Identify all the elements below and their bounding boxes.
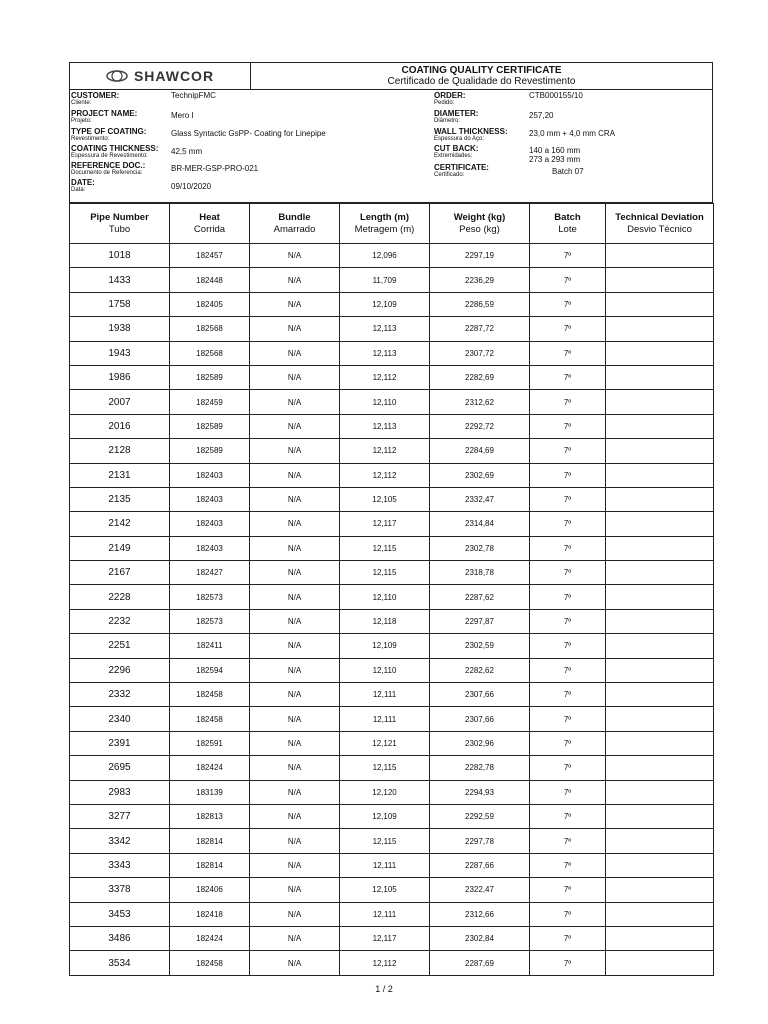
length-cell: 12,096 bbox=[340, 244, 430, 268]
technical-deviation-cell bbox=[606, 926, 714, 950]
table-row bbox=[70, 487, 714, 511]
batch-cell: 7º bbox=[530, 951, 606, 975]
heat-cell: 182573 bbox=[170, 585, 250, 609]
batch-cell: 7º bbox=[530, 317, 606, 341]
table-row bbox=[70, 951, 714, 975]
diameter-label: DIAMETER: bbox=[434, 109, 479, 118]
shawcor-logo bbox=[106, 68, 214, 84]
batch-cell: 7º bbox=[530, 804, 606, 828]
length-cell: 12,113 bbox=[340, 341, 430, 365]
pipe-number-cell: 1986 bbox=[70, 365, 170, 389]
bundle-cell: N/A bbox=[250, 463, 340, 487]
date-sublabel: Data: bbox=[71, 187, 86, 193]
batch-cell: 7º bbox=[530, 414, 606, 438]
bundle-cell: N/A bbox=[250, 512, 340, 536]
pipe-number-cell: 2128 bbox=[70, 439, 170, 463]
pipe-number-cell: 3343 bbox=[70, 853, 170, 877]
pipe-number-cell: 3453 bbox=[70, 902, 170, 926]
bundle-cell: N/A bbox=[250, 951, 340, 975]
technical-deviation-cell bbox=[606, 317, 714, 341]
certificate-subtitle: Certificado de Qualidade do Revestimento bbox=[387, 76, 576, 87]
coating-thickness-sublabel: Espessura de Revestimento: bbox=[71, 153, 148, 159]
batch-cell: 7º bbox=[530, 780, 606, 804]
pipe-number-cell: 3277 bbox=[70, 804, 170, 828]
technical-deviation-cell bbox=[606, 658, 714, 682]
col-header-heat: Heat Corrida bbox=[170, 204, 250, 244]
project-label: PROJECT NAME: bbox=[71, 109, 138, 118]
length-cell: 12,112 bbox=[340, 439, 430, 463]
technical-deviation-cell bbox=[606, 780, 714, 804]
batch-cell: 7º bbox=[530, 634, 606, 658]
pipe-number-cell: 1758 bbox=[70, 292, 170, 316]
bundle-cell: N/A bbox=[250, 756, 340, 780]
weight-cell: 2302,84 bbox=[430, 926, 530, 950]
weight-cell: 2282,62 bbox=[430, 658, 530, 682]
pipe-number-cell: 3342 bbox=[70, 829, 170, 853]
bundle-cell: N/A bbox=[250, 317, 340, 341]
table-row bbox=[70, 780, 714, 804]
bundle-cell: N/A bbox=[250, 390, 340, 414]
batch-cell: 7º bbox=[530, 268, 606, 292]
date-label: DATE: bbox=[71, 178, 95, 187]
technical-deviation-cell bbox=[606, 365, 714, 389]
heat-cell: 182459 bbox=[170, 390, 250, 414]
batch-cell: 7º bbox=[530, 439, 606, 463]
coating-thickness-value: 42,5 mm bbox=[171, 147, 203, 156]
batch-cell: 7º bbox=[530, 829, 606, 853]
certificate-title: COATING QUALITY CERTIFICATE bbox=[401, 65, 562, 76]
bundle-cell: N/A bbox=[250, 341, 340, 365]
bundle-cell: N/A bbox=[250, 414, 340, 438]
length-cell: 12,110 bbox=[340, 390, 430, 414]
bundle-cell: N/A bbox=[250, 244, 340, 268]
weight-cell: 2297,19 bbox=[430, 244, 530, 268]
wall-thickness-sublabel: Espessura do Aço: bbox=[434, 136, 485, 142]
weight-cell: 2302,78 bbox=[430, 536, 530, 560]
customer-sublabel: Cliente: bbox=[71, 100, 92, 106]
certificate-header bbox=[69, 62, 713, 90]
weight-cell: 2294,93 bbox=[430, 780, 530, 804]
technical-deviation-cell bbox=[606, 536, 714, 560]
coating-type-value: Glass Syntactic GsPP- Coating for Linepipe bbox=[171, 129, 326, 138]
certificate-value: Batch 07 bbox=[552, 167, 584, 176]
pipe-number-cell: 2391 bbox=[70, 731, 170, 755]
heat-cell: 182427 bbox=[170, 561, 250, 585]
bundle-cell: N/A bbox=[250, 780, 340, 804]
weight-cell: 2297,78 bbox=[430, 829, 530, 853]
weight-cell: 2287,69 bbox=[430, 951, 530, 975]
coating-thickness-label: COATING THICKNESS: bbox=[71, 144, 159, 153]
pipe-number-cell: 3378 bbox=[70, 878, 170, 902]
cut-back-label: CUT BACK: bbox=[434, 144, 479, 153]
heat-cell: 182405 bbox=[170, 292, 250, 316]
length-cell: 12,112 bbox=[340, 463, 430, 487]
weight-cell: 2282,78 bbox=[430, 756, 530, 780]
batch-cell: 7º bbox=[530, 707, 606, 731]
weight-cell: 2287,72 bbox=[430, 317, 530, 341]
technical-deviation-cell bbox=[606, 731, 714, 755]
table-row bbox=[70, 926, 714, 950]
length-cell: 12,109 bbox=[340, 804, 430, 828]
table-row bbox=[70, 244, 714, 268]
pipe-number-cell: 2135 bbox=[70, 487, 170, 511]
table-row bbox=[70, 902, 714, 926]
weight-cell: 2307,72 bbox=[430, 341, 530, 365]
table-row bbox=[70, 536, 714, 560]
pipe-number-cell: 2695 bbox=[70, 756, 170, 780]
reference-doc-value: BR-MER-GSP-PRO-021 bbox=[171, 164, 259, 173]
batch-cell: 7º bbox=[530, 926, 606, 950]
table-row bbox=[70, 317, 714, 341]
technical-deviation-cell bbox=[606, 609, 714, 633]
length-cell: 12,111 bbox=[340, 683, 430, 707]
heat-cell: 182591 bbox=[170, 731, 250, 755]
technical-deviation-cell bbox=[606, 683, 714, 707]
technical-deviation-cell bbox=[606, 634, 714, 658]
bundle-cell: N/A bbox=[250, 829, 340, 853]
bundle-cell: N/A bbox=[250, 878, 340, 902]
bundle-cell: N/A bbox=[250, 658, 340, 682]
page-number: 1 / 2 bbox=[375, 984, 393, 994]
bundle-cell: N/A bbox=[250, 902, 340, 926]
pipe-number-cell: 2228 bbox=[70, 585, 170, 609]
table-row bbox=[70, 731, 714, 755]
info-block bbox=[69, 90, 713, 203]
batch-cell: 7º bbox=[530, 683, 606, 707]
bundle-cell: N/A bbox=[250, 536, 340, 560]
weight-cell: 2302,96 bbox=[430, 731, 530, 755]
batch-cell: 7º bbox=[530, 853, 606, 877]
coating-type-sublabel: Revestimento: bbox=[71, 136, 110, 142]
technical-deviation-cell bbox=[606, 561, 714, 585]
bundle-cell: N/A bbox=[250, 487, 340, 511]
batch-cell: 7º bbox=[530, 512, 606, 536]
batch-cell: 7º bbox=[530, 463, 606, 487]
pipe-number-cell: 2149 bbox=[70, 536, 170, 560]
weight-cell: 2332,47 bbox=[430, 487, 530, 511]
heat-cell: 182458 bbox=[170, 707, 250, 731]
batch-cell: 7º bbox=[530, 756, 606, 780]
weight-cell: 2307,66 bbox=[430, 707, 530, 731]
length-cell: 12,105 bbox=[340, 878, 430, 902]
table-row bbox=[70, 804, 714, 828]
table-row bbox=[70, 268, 714, 292]
col-header-bundle: Bundle Amarrado bbox=[250, 204, 340, 244]
technical-deviation-cell bbox=[606, 414, 714, 438]
heat-cell: 182813 bbox=[170, 804, 250, 828]
length-cell: 12,113 bbox=[340, 317, 430, 341]
heat-cell: 182424 bbox=[170, 926, 250, 950]
table-row bbox=[70, 829, 714, 853]
order-label: ORDER: bbox=[434, 91, 466, 100]
heat-cell: 182573 bbox=[170, 609, 250, 633]
wall-thickness-label: WALL THICKNESS: bbox=[434, 127, 508, 136]
weight-cell: 2322,47 bbox=[430, 878, 530, 902]
technical-deviation-cell bbox=[606, 487, 714, 511]
pipe-number-cell: 2142 bbox=[70, 512, 170, 536]
batch-cell: 7º bbox=[530, 341, 606, 365]
heat-cell: 182589 bbox=[170, 414, 250, 438]
technical-deviation-cell bbox=[606, 804, 714, 828]
length-cell: 12,110 bbox=[340, 585, 430, 609]
order-sublabel: Pedido: bbox=[434, 100, 455, 106]
certificate-label: CERTIFICATE: bbox=[434, 163, 489, 172]
weight-cell: 2312,62 bbox=[430, 390, 530, 414]
weight-cell: 2282,69 bbox=[430, 365, 530, 389]
length-cell: 12,115 bbox=[340, 829, 430, 853]
table-row bbox=[70, 585, 714, 609]
length-cell: 12,105 bbox=[340, 487, 430, 511]
project-sublabel: Projeto: bbox=[71, 118, 92, 124]
weight-cell: 2297,87 bbox=[430, 609, 530, 633]
pipe-number-cell: 1433 bbox=[70, 268, 170, 292]
pipe-number-cell: 2251 bbox=[70, 634, 170, 658]
table-row bbox=[70, 414, 714, 438]
technical-deviation-cell bbox=[606, 902, 714, 926]
pipe-number-cell: 2131 bbox=[70, 463, 170, 487]
bundle-cell: N/A bbox=[250, 926, 340, 950]
pipe-number-cell: 1018 bbox=[70, 244, 170, 268]
batch-cell: 7º bbox=[530, 536, 606, 560]
bundle-cell: N/A bbox=[250, 634, 340, 658]
batch-cell: 7º bbox=[530, 244, 606, 268]
length-cell: 12,117 bbox=[340, 926, 430, 950]
table-row bbox=[70, 512, 714, 536]
cut-back-value-2: 273 a 293 mm bbox=[529, 155, 581, 164]
heat-cell: 182814 bbox=[170, 829, 250, 853]
heat-cell: 182424 bbox=[170, 756, 250, 780]
wall-thickness-value: 23,0 mm + 4,0 mm CRA bbox=[529, 129, 616, 138]
heat-cell: 182448 bbox=[170, 268, 250, 292]
bundle-cell: N/A bbox=[250, 804, 340, 828]
diameter-sublabel: Diâmetro: bbox=[434, 118, 461, 124]
coating-type-label: TYPE OF COATING: bbox=[71, 127, 147, 136]
heat-cell: 182403 bbox=[170, 463, 250, 487]
pipe-number-cell: 3534 bbox=[70, 951, 170, 975]
weight-cell: 2287,62 bbox=[430, 585, 530, 609]
col-header-length: Length (m) Metragem (m) bbox=[340, 204, 430, 244]
technical-deviation-cell bbox=[606, 707, 714, 731]
weight-cell: 2307,66 bbox=[430, 683, 530, 707]
heat-cell: 182403 bbox=[170, 487, 250, 511]
col-header-technical-deviation: Technical Deviation Desvio Técnico bbox=[606, 204, 714, 244]
length-cell: 12,113 bbox=[340, 414, 430, 438]
technical-deviation-cell bbox=[606, 829, 714, 853]
technical-deviation-cell bbox=[606, 512, 714, 536]
weight-cell: 2286,59 bbox=[430, 292, 530, 316]
technical-deviation-cell bbox=[606, 390, 714, 414]
table-row bbox=[70, 683, 714, 707]
bundle-cell: N/A bbox=[250, 585, 340, 609]
length-cell: 12,115 bbox=[340, 756, 430, 780]
technical-deviation-cell bbox=[606, 463, 714, 487]
length-cell: 12,112 bbox=[340, 951, 430, 975]
technical-deviation-cell bbox=[606, 951, 714, 975]
col-header-batch: Batch Lote bbox=[530, 204, 606, 244]
batch-cell: 7º bbox=[530, 878, 606, 902]
table-row bbox=[70, 707, 714, 731]
date-value: 09/10/2020 bbox=[171, 182, 212, 191]
heat-cell: 182458 bbox=[170, 951, 250, 975]
batch-cell: 7º bbox=[530, 902, 606, 926]
pipe-number-cell: 2340 bbox=[70, 707, 170, 731]
table-row bbox=[70, 634, 714, 658]
table-row bbox=[70, 292, 714, 316]
customer-value: TechnipFMC bbox=[171, 91, 216, 100]
project-value: Mero I bbox=[171, 111, 194, 120]
pipe-table bbox=[69, 203, 714, 976]
heat-cell: 182594 bbox=[170, 658, 250, 682]
weight-cell: 2318,78 bbox=[430, 561, 530, 585]
heat-cell: 182418 bbox=[170, 902, 250, 926]
bundle-cell: N/A bbox=[250, 292, 340, 316]
bundle-cell: N/A bbox=[250, 268, 340, 292]
heat-cell: 182458 bbox=[170, 683, 250, 707]
weight-cell: 2292,59 bbox=[430, 804, 530, 828]
batch-cell: 7º bbox=[530, 365, 606, 389]
weight-cell: 2236,29 bbox=[430, 268, 530, 292]
heat-cell: 182568 bbox=[170, 341, 250, 365]
technical-deviation-cell bbox=[606, 341, 714, 365]
table-row bbox=[70, 878, 714, 902]
heat-cell: 182568 bbox=[170, 317, 250, 341]
weight-cell: 2302,59 bbox=[430, 634, 530, 658]
pipe-number-cell: 1938 bbox=[70, 317, 170, 341]
weight-cell: 2292,72 bbox=[430, 414, 530, 438]
pipe-number-cell: 1943 bbox=[70, 341, 170, 365]
technical-deviation-cell bbox=[606, 244, 714, 268]
length-cell: 12,115 bbox=[340, 536, 430, 560]
table-row bbox=[70, 365, 714, 389]
heat-cell: 182457 bbox=[170, 244, 250, 268]
length-cell: 12,111 bbox=[340, 707, 430, 731]
length-cell: 12,109 bbox=[340, 634, 430, 658]
pipe-number-cell: 2007 bbox=[70, 390, 170, 414]
pipe-number-cell: 2296 bbox=[70, 658, 170, 682]
table-row bbox=[70, 341, 714, 365]
customer-label: CUSTOMER: bbox=[71, 91, 120, 100]
bundle-cell: N/A bbox=[250, 609, 340, 633]
reference-doc-sublabel: Documento de Referencia: bbox=[71, 170, 143, 176]
reference-doc-label: REFERENCE DOC.: bbox=[71, 161, 146, 170]
length-cell: 12,117 bbox=[340, 512, 430, 536]
diameter-value: 257,20 bbox=[529, 111, 554, 120]
technical-deviation-cell bbox=[606, 439, 714, 463]
bundle-cell: N/A bbox=[250, 707, 340, 731]
bundle-cell: N/A bbox=[250, 439, 340, 463]
weight-cell: 2287,66 bbox=[430, 853, 530, 877]
pipe-number-cell: 2332 bbox=[70, 683, 170, 707]
bundle-cell: N/A bbox=[250, 365, 340, 389]
technical-deviation-cell bbox=[606, 268, 714, 292]
batch-cell: 7º bbox=[530, 731, 606, 755]
batch-cell: 7º bbox=[530, 390, 606, 414]
batch-cell: 7º bbox=[530, 658, 606, 682]
pipe-number-cell: 2016 bbox=[70, 414, 170, 438]
technical-deviation-cell bbox=[606, 756, 714, 780]
table-row bbox=[70, 463, 714, 487]
table-row bbox=[70, 561, 714, 585]
technical-deviation-cell bbox=[606, 292, 714, 316]
pipe-number-cell: 3486 bbox=[70, 926, 170, 950]
batch-cell: 7º bbox=[530, 561, 606, 585]
length-cell: 12,111 bbox=[340, 853, 430, 877]
weight-cell: 2284,69 bbox=[430, 439, 530, 463]
table-row bbox=[70, 439, 714, 463]
length-cell: 12,112 bbox=[340, 365, 430, 389]
bundle-cell: N/A bbox=[250, 561, 340, 585]
table-row bbox=[70, 390, 714, 414]
table-row bbox=[70, 853, 714, 877]
length-cell: 11,709 bbox=[340, 268, 430, 292]
table-row bbox=[70, 756, 714, 780]
batch-cell: 7º bbox=[530, 487, 606, 511]
heat-cell: 182814 bbox=[170, 853, 250, 877]
table-header-row bbox=[70, 204, 714, 244]
heat-cell: 182589 bbox=[170, 365, 250, 389]
bundle-cell: N/A bbox=[250, 683, 340, 707]
certificate-sublabel: Certificado: bbox=[434, 172, 465, 178]
weight-cell: 2314,84 bbox=[430, 512, 530, 536]
bundle-cell: N/A bbox=[250, 853, 340, 877]
table-body bbox=[70, 244, 714, 976]
heat-cell: 182403 bbox=[170, 536, 250, 560]
logo-text: SHAWCOR bbox=[133, 68, 215, 84]
pipe-number-cell: 2983 bbox=[70, 780, 170, 804]
length-cell: 12,115 bbox=[340, 561, 430, 585]
cut-back-value: 140 a 160 mm bbox=[529, 146, 581, 155]
batch-cell: 7º bbox=[530, 585, 606, 609]
col-header-weight: Weight (kg) Peso (kg) bbox=[430, 204, 530, 244]
title-cell bbox=[251, 63, 712, 89]
length-cell: 12,118 bbox=[340, 609, 430, 633]
order-value: CTB000155/10 bbox=[529, 91, 583, 100]
shawcor-emblem-icon bbox=[106, 70, 128, 82]
heat-cell: 182589 bbox=[170, 439, 250, 463]
heat-cell: 182403 bbox=[170, 512, 250, 536]
certificate-sheet bbox=[69, 62, 713, 976]
technical-deviation-cell bbox=[606, 853, 714, 877]
weight-cell: 2302,69 bbox=[430, 463, 530, 487]
logo-cell bbox=[70, 63, 251, 89]
heat-cell: 182411 bbox=[170, 634, 250, 658]
batch-cell: 7º bbox=[530, 292, 606, 316]
length-cell: 12,121 bbox=[340, 731, 430, 755]
pipe-number-cell: 2167 bbox=[70, 561, 170, 585]
length-cell: 12,110 bbox=[340, 658, 430, 682]
pipe-number-cell: 2232 bbox=[70, 609, 170, 633]
table-row bbox=[70, 658, 714, 682]
batch-cell: 7º bbox=[530, 609, 606, 633]
technical-deviation-cell bbox=[606, 878, 714, 902]
heat-cell: 182406 bbox=[170, 878, 250, 902]
heat-cell: 183139 bbox=[170, 780, 250, 804]
length-cell: 12,109 bbox=[340, 292, 430, 316]
length-cell: 12,111 bbox=[340, 902, 430, 926]
technical-deviation-cell bbox=[606, 585, 714, 609]
bundle-cell: N/A bbox=[250, 731, 340, 755]
col-header-pipe-number: Pipe Number Tubo bbox=[70, 204, 170, 244]
cut-back-sublabel: Extremidades: bbox=[434, 153, 473, 159]
table-row bbox=[70, 609, 714, 633]
weight-cell: 2312,66 bbox=[430, 902, 530, 926]
length-cell: 12,120 bbox=[340, 780, 430, 804]
